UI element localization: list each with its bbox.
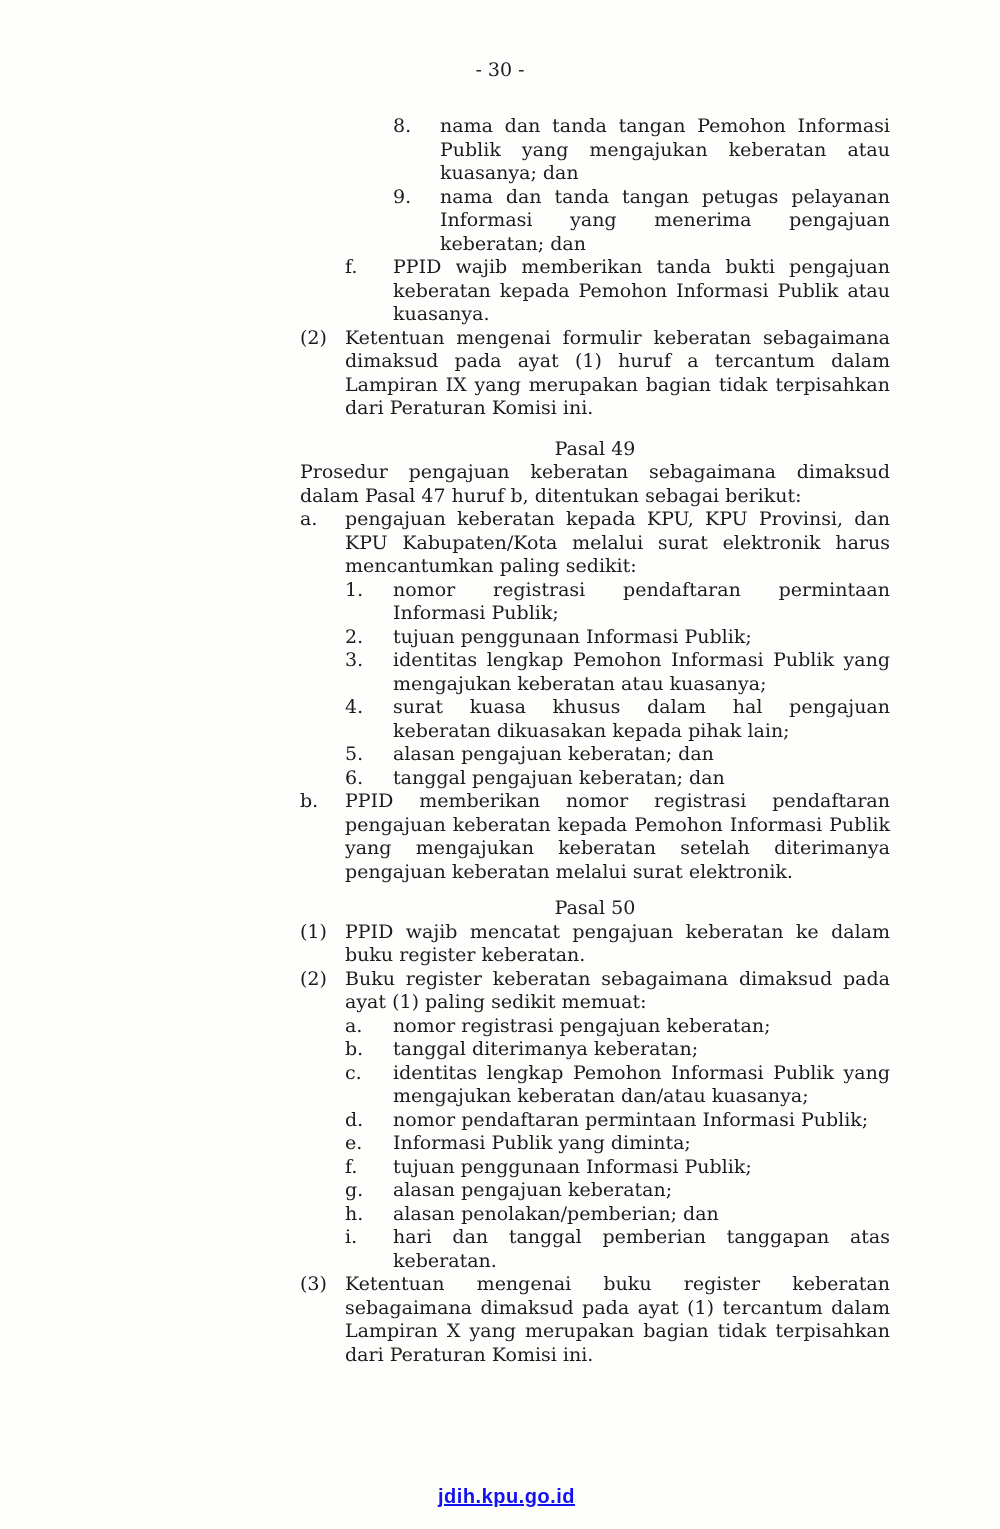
ayat-item-2 bbox=[300, 327, 890, 421]
list-item-text: PPID memberikan nomor registrasi pendaftaran pengajuan keberatan kepada Pemohon Informasi Publik yang mengajukan keberatan setelah diterimanya pengajuan keberatan melalui surat elektronik. bbox=[345, 790, 890, 883]
list-marker: b. bbox=[345, 1038, 364, 1060]
list-marker: 8. bbox=[393, 115, 412, 137]
sublist-item-f bbox=[345, 1156, 890, 1180]
sublist-item-6 bbox=[345, 767, 890, 791]
list-item-text: nomor registrasi pendaftaran permintaan Informasi Publik; bbox=[393, 578, 890, 624]
list-item-text: nomor registrasi pengajuan keberatan; bbox=[393, 1014, 771, 1037]
list-marker: a. bbox=[345, 1014, 363, 1037]
sublist-item-a bbox=[345, 1015, 890, 1039]
list-marker: g. bbox=[345, 1179, 364, 1201]
sublist-item-d bbox=[345, 1109, 890, 1133]
list-marker: f. bbox=[345, 1155, 358, 1178]
list-marker: f. bbox=[345, 256, 358, 278]
list-item-text: identitas lengkap Pemohon Informasi Publik yang mengajukan keberatan atau kuasanya; bbox=[393, 649, 890, 695]
ayat-text: Ketentuan mengenai formulir keberatan sebagaimana dimaksud pada ayat (1) huruf a tercantum dalam Lampiran IX yang merupakan bagian tidak terpisahkan dari Peraturan Komisi ini. bbox=[345, 326, 890, 419]
list-marker: 9. bbox=[393, 185, 412, 208]
list-marker: 3. bbox=[345, 649, 364, 671]
sublist-item-g bbox=[345, 1179, 890, 1203]
list-marker: 1. bbox=[345, 578, 364, 601]
list-marker: c. bbox=[345, 1061, 362, 1084]
list-item-text: nomor pendaftaran permintaan Informasi Publik; bbox=[393, 1108, 869, 1131]
sublist-item-3 bbox=[345, 649, 890, 696]
list-item-9 bbox=[393, 186, 890, 257]
ayat-item-2 bbox=[300, 968, 890, 1015]
ayat-item-1 bbox=[300, 921, 890, 968]
list-item-text: alasan pengajuan keberatan; dan bbox=[393, 743, 714, 765]
sublist-item-b bbox=[345, 1038, 890, 1062]
sublist-item-c bbox=[345, 1062, 890, 1109]
ayat-marker: (1) bbox=[300, 920, 327, 943]
page-number: - 30 - bbox=[475, 59, 525, 81]
list-item-text: tanggal diterimanya keberatan; bbox=[393, 1038, 699, 1060]
list-item-8 bbox=[393, 115, 890, 186]
list-item-text: identitas lengkap Pemohon Informasi Publik yang mengajukan keberatan dan/atau kuasanya; bbox=[393, 1061, 890, 1107]
sublist-item-2 bbox=[345, 626, 890, 650]
document-body bbox=[300, 115, 890, 1367]
ayat-text: Buku register keberatan sebagaimana dimaksud pada ayat (1) paling sedikit memuat: bbox=[345, 967, 890, 1013]
list-marker: b. bbox=[300, 790, 319, 812]
ayat-marker: (2) bbox=[300, 326, 327, 349]
ayat-item-3 bbox=[300, 1273, 890, 1367]
list-item-a bbox=[300, 508, 890, 579]
ayat-text: Ketentuan mengenai buku register keberatan sebagaimana dimaksud pada ayat (1) tercantum dalam Lampiran X yang merupakan bagian tidak terpisahkan dari Peraturan Komisi ini. bbox=[345, 1273, 890, 1366]
list-item-text: nama dan tanda tangan Pemohon Informasi Publik yang mengajukan keberatan atau kuasanya; dan bbox=[440, 115, 890, 184]
ayat-text: PPID wajib mencatat pengajuan keberatan ke dalam buku register keberatan. bbox=[345, 920, 890, 966]
list-marker: a. bbox=[300, 508, 318, 530]
list-item-text: nama dan tanda tangan petugas pelayanan Informasi yang menerima pengajuan keberatan; dan bbox=[440, 185, 890, 255]
list-marker: 4. bbox=[345, 696, 364, 718]
list-item-b bbox=[300, 790, 890, 884]
ayat-marker: (2) bbox=[300, 967, 327, 990]
list-item-text: alasan penolakan/pemberian; dan bbox=[393, 1202, 719, 1225]
pasal-49-intro: Prosedur pengajuan keberatan sebagaimana dimaksud dalam Pasal 47 huruf b, ditentukan sebagai berikut: bbox=[300, 461, 890, 507]
pasal-50-heading: Pasal 50 bbox=[554, 897, 636, 919]
list-marker: i. bbox=[345, 1226, 358, 1248]
list-item-text: alasan pengajuan keberatan; bbox=[393, 1179, 673, 1201]
list-marker: 6. bbox=[345, 766, 364, 789]
list-marker: h. bbox=[345, 1202, 364, 1225]
sublist-item-4 bbox=[345, 696, 890, 743]
list-item-text: Informasi Publik yang diminta; bbox=[393, 1132, 691, 1154]
ayat-marker: (3) bbox=[300, 1273, 327, 1295]
sublist-item-i bbox=[345, 1226, 890, 1273]
list-marker: 2. bbox=[345, 625, 364, 648]
list-marker: 5. bbox=[345, 743, 364, 765]
sublist-item-e bbox=[345, 1132, 890, 1156]
sublist-item-5 bbox=[345, 743, 890, 767]
footer-link[interactable]: jdih.kpu.go.id bbox=[438, 1486, 575, 1508]
list-item-f bbox=[345, 256, 890, 327]
list-marker: d. bbox=[345, 1108, 364, 1131]
list-item-text: pengajuan keberatan kepada KPU, KPU Provinsi, dan KPU Kabupaten/Kota melalui surat elektronik harus mencantumkan paling sedikit: bbox=[345, 508, 890, 577]
list-item-text: tanggal pengajuan keberatan; dan bbox=[393, 766, 725, 789]
list-item-text: PPID wajib memberikan tanda bukti pengajuan keberatan kepada Pemohon Informasi Publik atau kuasanya. bbox=[393, 256, 890, 325]
sublist-item-1 bbox=[345, 579, 890, 626]
list-item-text: surat kuasa khusus dalam hal pengajuan keberatan dikuasakan kepada pihak lain; bbox=[393, 696, 890, 742]
sublist-item-h bbox=[345, 1203, 890, 1227]
list-item-text: tujuan penggunaan Informasi Publik; bbox=[393, 625, 752, 648]
list-item-text: hari dan tanggal pemberian tanggapan atas keberatan. bbox=[393, 1226, 890, 1272]
list-item-text: tujuan penggunaan Informasi Publik; bbox=[393, 1155, 752, 1178]
pasal-49-heading: Pasal 49 bbox=[554, 437, 636, 460]
list-marker: e. bbox=[345, 1132, 363, 1154]
